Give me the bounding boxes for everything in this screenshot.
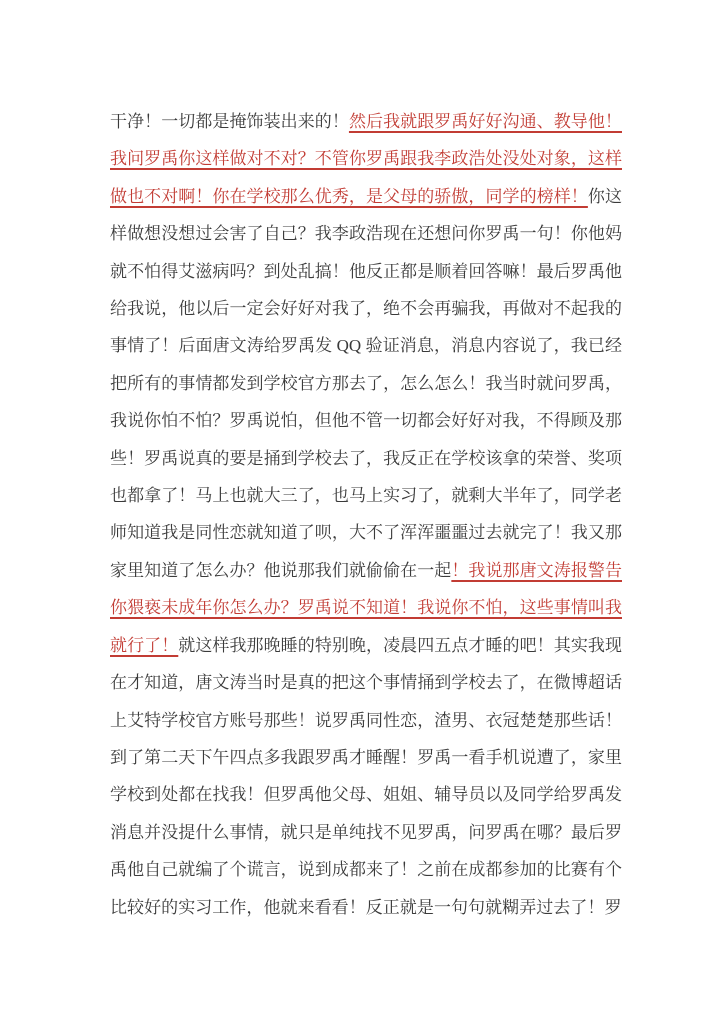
text-segment-red-underline-2: ！我说那唐文涛报警告你猥亵未成年你怎么办？罗禹说不知道！我说你不怕，这些事情叫我就行了！	[110, 560, 622, 655]
text-segment-red-underline-1: 然后我就跟罗禹好好沟通、教导他！我问罗禹你这样做对不对？不管你罗禹跟我李政浩处没处对象，这样做也不对啊！你在学校那么优秀，是父母的骄傲，同学的榜样！	[110, 112, 622, 206]
body-text-paragraph	[110, 103, 622, 926]
text-segment-normal-1: 干净！一切都是掩饰装出来的！	[110, 112, 349, 131]
text-segment-normal-2: 你这样做想没想过会害了自己？我李政浩现在还想问你罗禹一句！你他妈就不怕得艾滋病吗？到处乱搞！他反正都是顺着回答嘛！最后罗禹他给我说，他以后一定会好好对我了，绝不会再骗我，再做对不起我的事情了！后面唐文涛给罗禹发 QQ 验证消息，消息内容说了，我已经把所有的事情都发到学校官方那去了，怎么怎么！我当时就问罗禹，我说你怕不怕？罗禹说怕，但他不管一切都会好好对我，不得顾及那些！罗禹说真的要是捅到学校去了，我反正在学校该拿的荣誉、奖项也都拿了！马上也就大三了，也马上实习了，就剩大半年了，同学老师知道我是同性恋就知道了呗，大不了浑浑噩噩过去就完了！我又那家里知道了怎么办？他说那我们就偷偷在一起	[110, 186, 622, 580]
text-segment-normal-3: 就这样我那晚睡的特别晚，凌晨四五点才睡的吧！其实我现在才知道，唐文涛当时是真的把这个事情捅到学校去了，在微博超话上艾特学校官方账号那些！说罗禹同性恋，渣男、衣冠楚楚那些话！到了第二天下午四点多我跟罗禹才睡醒！罗禹一看手机说遭了，家里学校到处都在找我！但罗禹他父母、姐姐、辅导员以及同学给罗禹发消息并没提什么事情，就只是单纯找不见罗禹，问罗禹在哪？最后罗禹他自己就编了个谎言，说到成都来了！之前在成都参加的比赛有个比较好的实习工作，他就来看看！反正就是一句句就糊弄过去了！罗	[110, 635, 622, 917]
